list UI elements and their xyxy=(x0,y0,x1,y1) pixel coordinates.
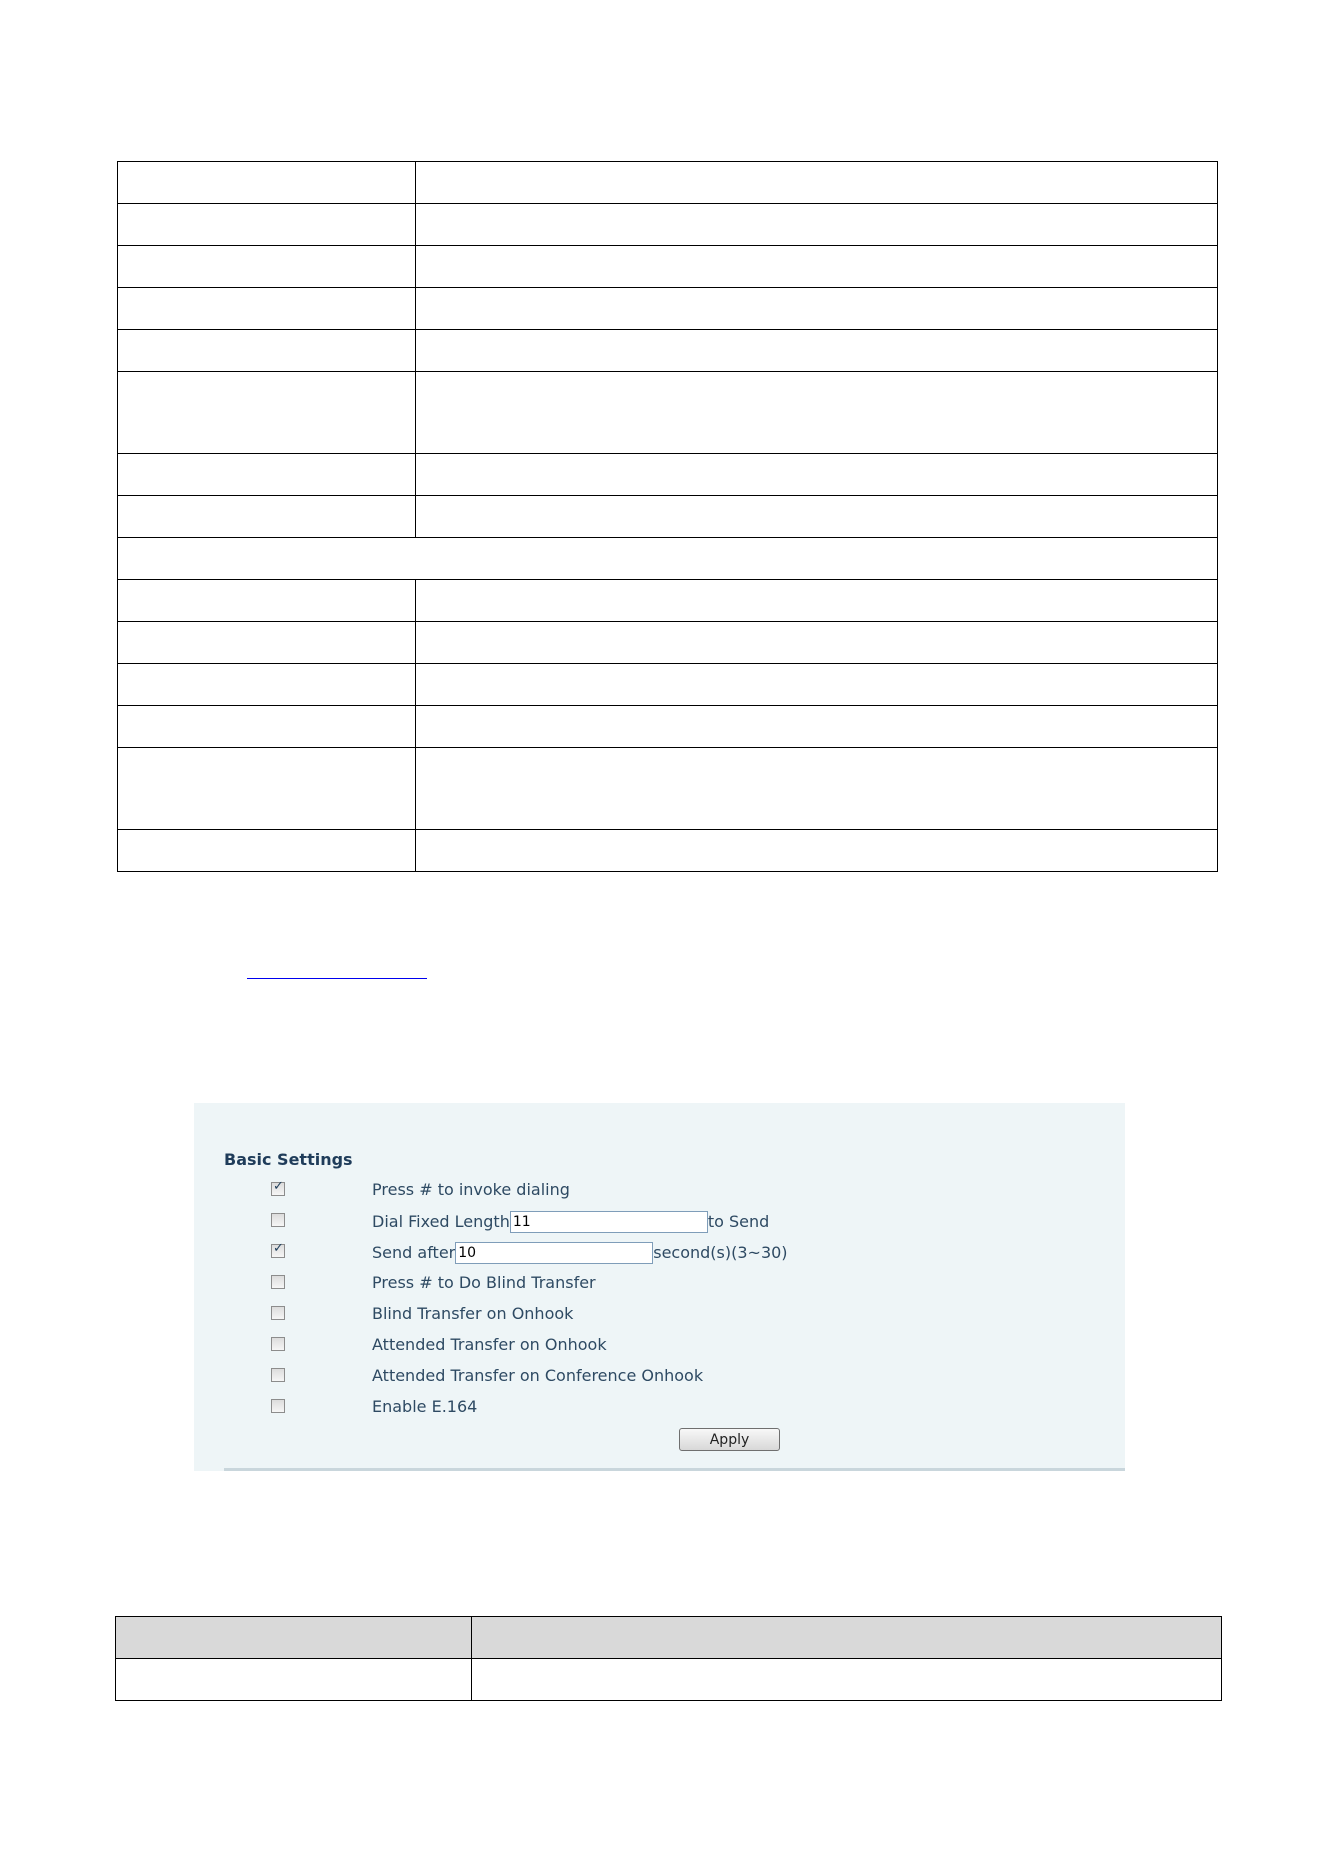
bottom-table xyxy=(115,1616,1222,1701)
table-section-row xyxy=(118,538,1218,580)
table-row xyxy=(118,330,1218,372)
table-row xyxy=(118,204,1218,246)
dial-fixed-length-suffix: to Send xyxy=(707,1212,770,1231)
table-header-row xyxy=(116,1617,1222,1659)
table-row xyxy=(118,622,1218,664)
table-cell xyxy=(416,706,1218,748)
invoke-dialing-label: Press # to invoke dialing xyxy=(372,1180,570,1199)
table-cell xyxy=(118,162,416,204)
table-row xyxy=(118,706,1218,748)
table-cell xyxy=(118,204,416,246)
table-row xyxy=(116,1659,1222,1701)
send-after-input[interactable] xyxy=(455,1242,653,1264)
dial-fixed-length-checkbox[interactable] xyxy=(271,1213,285,1227)
table-cell xyxy=(118,372,416,454)
top-table xyxy=(117,161,1218,872)
table-row xyxy=(118,162,1218,204)
setting-row-enable-e164 xyxy=(194,1395,1125,1419)
setting-row-attended-transfer-onhook xyxy=(194,1333,1125,1357)
section-title: Basic Settings xyxy=(224,1150,353,1169)
table-cell xyxy=(118,706,416,748)
enable-e164-checkbox[interactable] xyxy=(271,1399,285,1413)
table-cell xyxy=(416,454,1218,496)
table-cell xyxy=(416,496,1218,538)
apply-button[interactable]: Apply xyxy=(679,1428,780,1451)
table-cell xyxy=(118,830,416,872)
table-cell xyxy=(118,246,416,288)
send-after-group xyxy=(372,1242,788,1264)
table-row xyxy=(118,288,1218,330)
table-row xyxy=(118,372,1218,454)
panel-divider xyxy=(224,1468,1125,1471)
enable-e164-label: Enable E.164 xyxy=(372,1397,478,1416)
table-cell xyxy=(118,288,416,330)
setting-row-dial-fixed-length xyxy=(194,1209,1125,1233)
send-after-label: Send after xyxy=(372,1243,456,1262)
table-cell xyxy=(416,288,1218,330)
table-header-cell xyxy=(472,1617,1222,1659)
dial-fixed-length-label: Dial Fixed Length xyxy=(372,1212,510,1231)
attended-transfer-onhook-label: Attended Transfer on Onhook xyxy=(372,1335,607,1354)
blind-transfer-onhook-checkbox[interactable] xyxy=(271,1306,285,1320)
table-row xyxy=(118,246,1218,288)
table-cell xyxy=(416,330,1218,372)
table-cell xyxy=(416,830,1218,872)
table-header-cell xyxy=(116,1617,472,1659)
table-cell xyxy=(416,204,1218,246)
table-cell xyxy=(472,1659,1222,1701)
blind-transfer-onhook-label: Blind Transfer on Onhook xyxy=(372,1304,574,1323)
table-cell xyxy=(416,664,1218,706)
attended-transfer-onhook-checkbox[interactable] xyxy=(271,1337,285,1351)
table-row xyxy=(118,748,1218,830)
table-cell xyxy=(118,330,416,372)
table-cell xyxy=(118,496,416,538)
attended-transfer-conference-label: Attended Transfer on Conference Onhook xyxy=(372,1366,704,1385)
table-cell xyxy=(116,1659,472,1701)
table-cell xyxy=(118,748,416,830)
basic-settings-panel xyxy=(194,1103,1125,1471)
blind-transfer-hash-checkbox[interactable] xyxy=(271,1275,285,1289)
check-mark-icon: ✓ xyxy=(273,1241,284,1256)
table-cell xyxy=(416,580,1218,622)
table-cell xyxy=(118,664,416,706)
table-row xyxy=(118,664,1218,706)
document-link[interactable] xyxy=(247,978,427,979)
setting-row-blind-transfer-hash xyxy=(194,1271,1125,1295)
table-cell xyxy=(118,580,416,622)
dial-fixed-length-input[interactable] xyxy=(510,1211,708,1233)
setting-row-blind-transfer-onhook xyxy=(194,1302,1125,1326)
check-mark-icon: ✓ xyxy=(273,1179,284,1194)
table-row xyxy=(118,496,1218,538)
table-cell xyxy=(416,246,1218,288)
table-cell xyxy=(416,748,1218,830)
table-row xyxy=(118,580,1218,622)
table-cell xyxy=(118,538,1218,580)
send-after-suffix: second(s)(3~30) xyxy=(653,1243,788,1262)
attended-transfer-conference-checkbox[interactable] xyxy=(271,1368,285,1382)
table-cell xyxy=(416,372,1218,454)
send-after-checkbox[interactable] xyxy=(271,1241,285,1258)
dial-fixed-length-group xyxy=(372,1211,769,1233)
table-cell xyxy=(416,622,1218,664)
table-cell xyxy=(118,622,416,664)
setting-row-invoke-dialing xyxy=(194,1178,1125,1202)
invoke-dialing-checkbox[interactable] xyxy=(271,1179,285,1196)
setting-row-attended-transfer-conference xyxy=(194,1364,1125,1388)
setting-row-send-after xyxy=(194,1240,1125,1264)
table-cell xyxy=(416,162,1218,204)
table-row xyxy=(118,830,1218,872)
table-cell xyxy=(118,454,416,496)
blind-transfer-hash-label: Press # to Do Blind Transfer xyxy=(372,1273,596,1292)
table-row xyxy=(118,454,1218,496)
